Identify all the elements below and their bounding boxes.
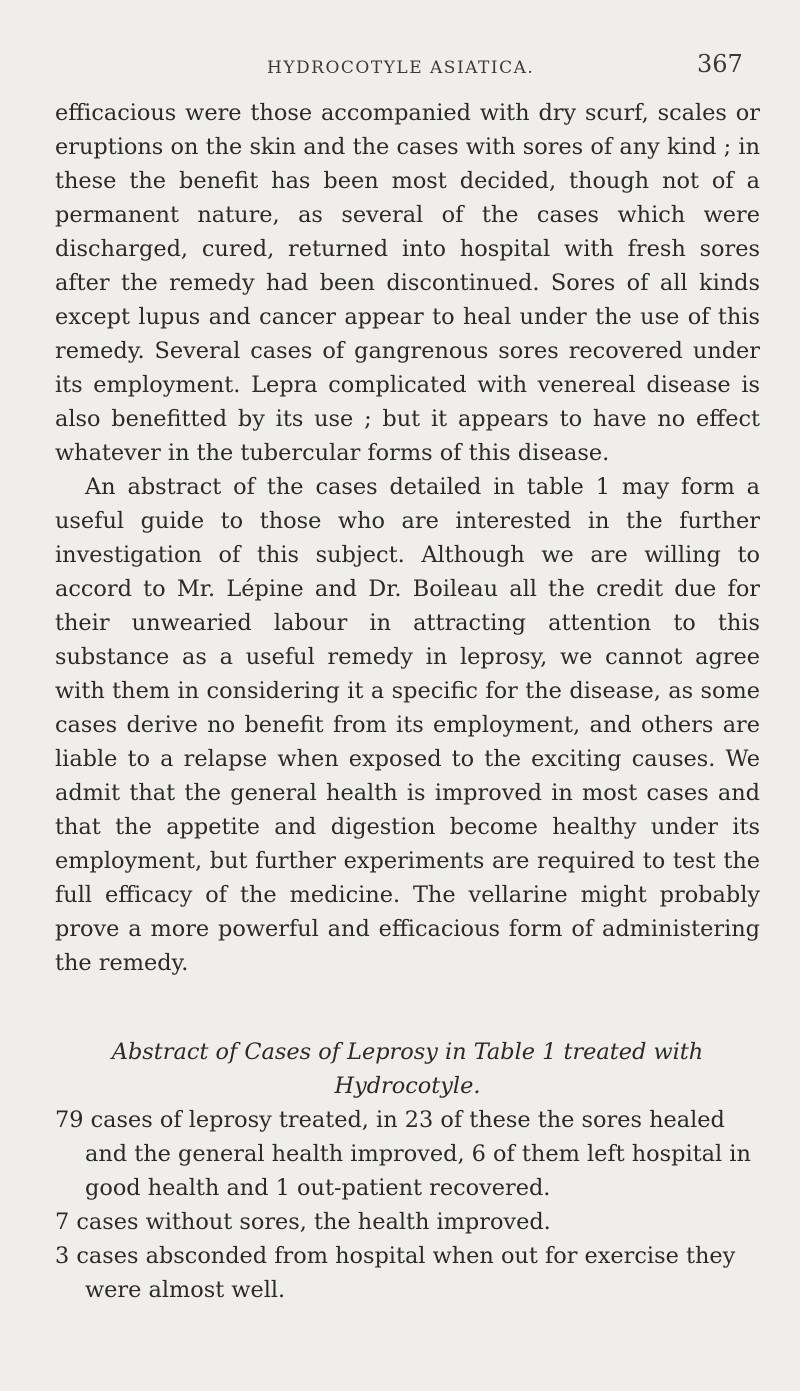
page-number: 367 xyxy=(697,50,743,78)
paragraph-2: An abstract of the cases detailed in table 1 may form a useful guide to those who are interested in the further investigation of this subject. Although we are willing to accord to Mr. Lépine and Dr. Boileau all the credit due for their unwearied labour in attracting attention to this substance as a useful remedy in leprosy, we cannot agree with them in considering it a specific for the disease, as some cases derive no benefit from its employment, and others are liable to a relapse when exposed to the exciting causes. We admit that the general health is improved in most cases and that the appetite and digestion become healthy under its employment, but further experiments are required to test the full efficacy of the medicine. The vellarine might probably prove a more powerful and efficacious form of administering the remedy. xyxy=(55,474,760,976)
paragraph-1: efficacious were those accompanied with dry scurf, scales or eruptions on the skin and the cases with sores of any kind ; in these the benefit has been most decided, though not of a permanent nature, as several of the cases which were discharged, cured, returned into hospital with fresh sores after the remedy had been discontinued. Sores of all kinds except lupus and cancer appear to heal under the use of this remedy. Several cases of gangrenous sores recovered under its employment. Lepra complicated with venereal disease is also benefitted by its use ; but it appears to have no effect whatever in the tubercular forms of this disease. xyxy=(55,100,760,466)
abstract-heading: Abstract of Cases of Leprosy in Table 1 treated with Hydrocotyle. xyxy=(111,1039,704,1099)
abstract-list xyxy=(55,1103,760,1307)
abstract-item: 7 cases without sores, the health improved. xyxy=(55,1209,551,1235)
running-head: HYDROCOTYLE ASIATICA. xyxy=(267,58,535,78)
abstract-item: 79 cases of leprosy treated, in 23 of these the sores healed and the general health improved, 6 of them left hospital in good health and 1 out-patient recovered. xyxy=(55,1107,751,1201)
abstract-item: 3 cases absconded from hospital when out for exercise they were almost well. xyxy=(55,1243,736,1303)
body-text xyxy=(55,96,760,980)
